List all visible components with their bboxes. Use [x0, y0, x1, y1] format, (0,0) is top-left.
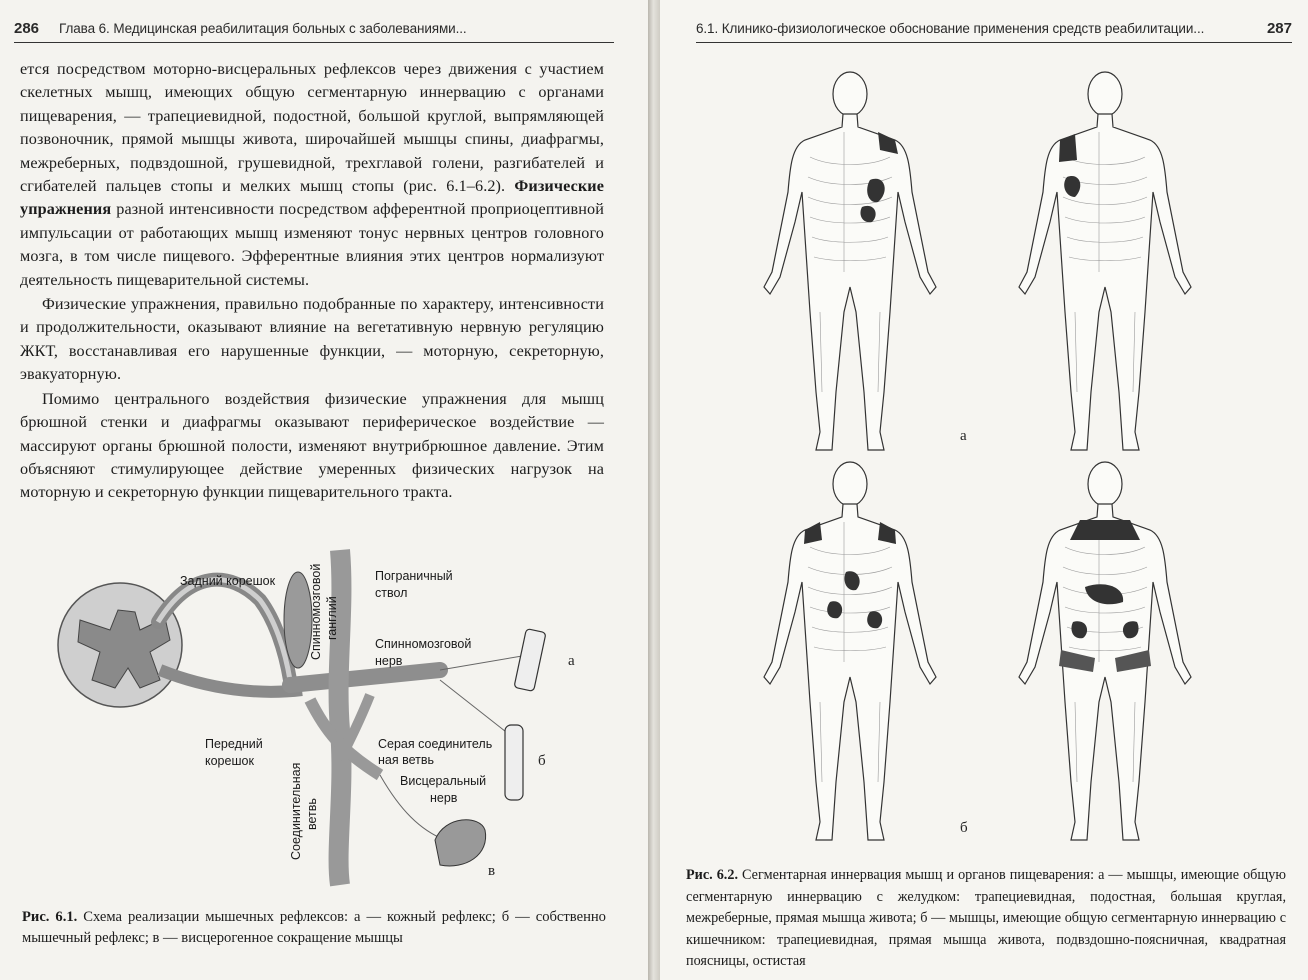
running-head-right: 6.1. Клинико-физиологическое обоснование применения средств реабилитации... — [696, 20, 1205, 36]
body-text — [20, 58, 604, 505]
fiber-to-skin — [440, 655, 528, 670]
figure-6-2-caption — [686, 865, 1286, 973]
page-number-right: 287 — [1266, 19, 1292, 37]
label-visceral-nerve-1: Висцеральный — [400, 774, 487, 788]
body-back-a — [1019, 72, 1191, 450]
visceral-organ-target — [435, 820, 486, 866]
label-connecting-branch-1: Соединительная — [289, 762, 303, 860]
label-spinal-ganglion-2: ганглий — [325, 596, 339, 640]
paragraph-1 — [20, 58, 604, 292]
body-back-b — [1019, 462, 1191, 840]
right-page — [660, 0, 1308, 980]
zone-trapezius-a-back — [1059, 134, 1077, 162]
label-connecting-branch-2: ветвь — [305, 798, 319, 830]
label-spinal-nerve-1: Спинномозговой — [375, 637, 472, 651]
paragraph-1-text-b: разной интенсивности посредством афферентной проприоцептивной импульсации от работающих мышц изменяют тонус нервных центров головного мозга, в том числе пищевого. Эфферентные влияния этих центров нормализуют деятельность пищеварительной системы. — [20, 200, 604, 289]
zone-trapezius-b-back — [1070, 520, 1140, 540]
skin-target — [514, 629, 546, 692]
zone-intestine-b-2 — [827, 601, 842, 618]
mark-b-fig1: б — [538, 753, 546, 769]
mark-v-fig1: в — [488, 863, 496, 879]
label-border-trunk-2: ствол — [375, 586, 408, 600]
right-page-header — [696, 14, 1292, 43]
label-posterior-root: Задний корешок — [180, 574, 276, 588]
label-visceral-nerve-2: нерв — [430, 791, 458, 805]
mark-a-fig2: а — [960, 428, 967, 444]
figure-6-2-body-diagrams — [760, 62, 1220, 852]
figure-6-2-caption-prefix: Рис. 6.2. — [686, 867, 738, 883]
page-number-left: 286 — [14, 19, 40, 37]
body-front-b — [764, 462, 936, 840]
paragraph-3: Помимо центрального воздействия физические упражнения для мышц брюшной стенки и диафрагмы оказывают периферическое воздействие — массируют органы брюшной полости, изменяют внутрибрюшное давление. Этим объясняют стимулирующее действие умеренных физических нагрузок на моторную и секреторную функции пищеварительного тракта. — [20, 389, 604, 502]
muscle-target — [505, 725, 523, 800]
left-page — [0, 0, 648, 980]
figure-6-1-caption-prefix: Рис. 6.1. — [22, 909, 78, 925]
label-anterior-root-2: корешок — [205, 754, 254, 768]
label-border-trunk-1: Пограничный — [375, 569, 453, 583]
label-spinal-ganglion-1: Спинномозговой — [309, 563, 323, 660]
mark-a-fig1: а — [568, 653, 575, 669]
book-gutter — [648, 0, 660, 980]
label-anterior-root-1: Передний — [205, 737, 263, 751]
figure-6-1-caption-text: Схема реализации мышечных рефлексов: а — кожный рефлекс; б — собственно мышечный рефлекс; в — висцерогенное сокращение мышцы — [22, 909, 606, 946]
body-front-a — [764, 72, 936, 450]
label-spinal-nerve-2: нерв — [375, 654, 403, 668]
left-page-header — [14, 14, 614, 43]
paragraph-1-bold: Физические упражнения — [20, 177, 604, 219]
fiber-to-muscle — [440, 680, 510, 735]
figure-6-1-reflex-scheme — [40, 530, 600, 900]
label-gray-branch-1: Серая соединитель — [378, 737, 493, 751]
anterior-root — [160, 670, 302, 692]
figure-6-2-caption-text: Сегментарная иннервация мышц и органов пищеварения: а — мышцы, имеющие общую сегментарную иннервацию с желудком: трапециевидная, подостная, большая круглая, межреберные, прямая мышца живота; б — мышцы, имеющие общую сегментарную иннервацию с кишечником: трапециевидная, прямая мышца живота, подвздошно-поясничная, квадратная поясницы, остистая — [686, 867, 1286, 969]
spinal-ganglion — [284, 572, 312, 668]
paragraph-1-text-a: ется посредством моторно-висцеральных рефлексов через движения с участием скелетных мышц, имеющих общую сегментарную иннервацию с органами пищеварения, — трапециевидной, подостной, большой круглой, выпрямляющей позвоночник, прямой мышцы живота, широчайшей мышцы спины, диафрагмы, межреберных, подвздошной, грушевидной, трехглавой голени, разгибателей и сгибателей пальцев стопы и мелких мышц стопы (рис. 6.1–6.2). — [20, 60, 604, 196]
figure-6-1-caption — [22, 907, 606, 949]
spinal-nerve — [290, 670, 440, 685]
running-head-left: Глава 6. Медицинская реабилитация больных с заболеваниями... — [59, 20, 467, 36]
mark-b-fig2: б — [960, 820, 968, 836]
label-gray-branch-2: ная ветвь — [378, 753, 435, 767]
zone-intestine-b-3 — [867, 611, 882, 628]
paragraph-2: Физические упражнения, правильно подобранные по характеру, интенсивности и продолжительности, оказывают влияние на вегетативную нервную регуляцию ЖКТ, восстанавливая его нарушенные функции, — моторную, секреторную, эвакуаторную. — [20, 295, 604, 384]
